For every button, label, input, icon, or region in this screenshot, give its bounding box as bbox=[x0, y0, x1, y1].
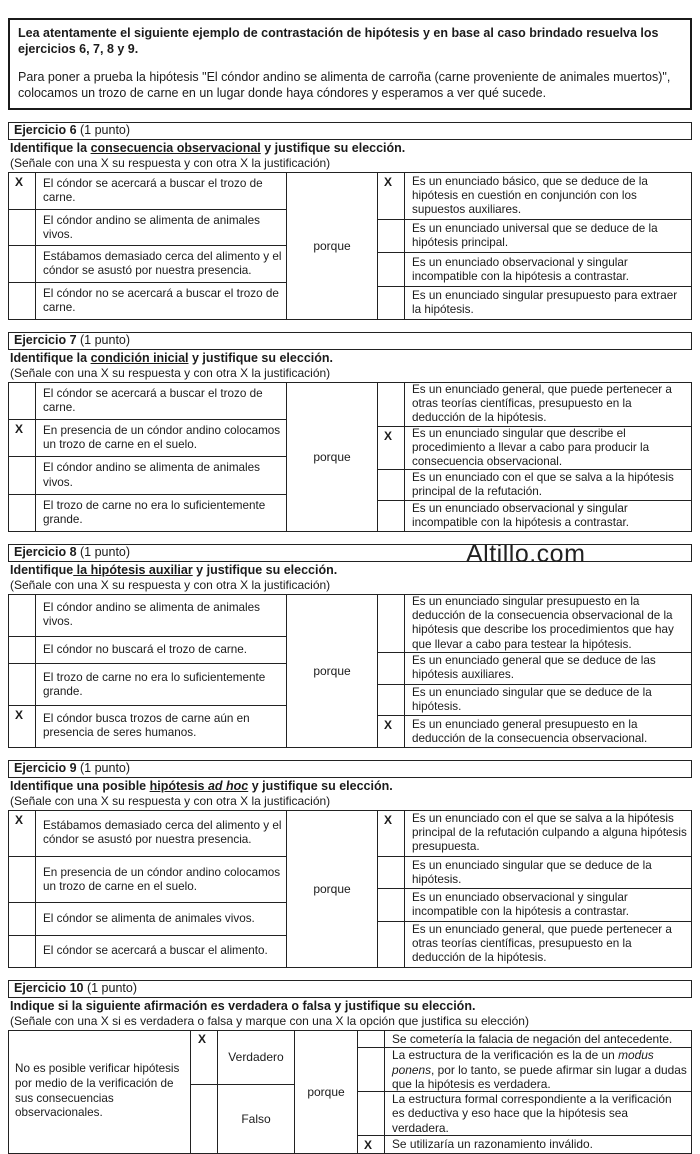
justification-mark-cell bbox=[358, 1031, 385, 1048]
answer-row bbox=[9, 663, 286, 705]
justification-row bbox=[378, 383, 691, 426]
justification-mark-cell bbox=[378, 889, 405, 920]
justification-row bbox=[378, 219, 691, 252]
answer-mark-cell: X bbox=[9, 811, 36, 856]
exercise-title: Ejercicio 6 bbox=[14, 123, 77, 137]
justification-row bbox=[378, 426, 691, 470]
justification-row bbox=[378, 173, 691, 219]
justification-row bbox=[378, 921, 691, 967]
justifications-column bbox=[378, 811, 691, 967]
exercise-7-title-bar bbox=[8, 332, 692, 350]
justification-text: Es un enunciado singular presupuesto en la deducción de la consecuencia observacional de la hipótesis que describe los procedimientos que hay que llevar a cabo para testear la hipótesis. bbox=[412, 595, 674, 651]
answer-mark-cell bbox=[9, 595, 36, 636]
answer-mark-cell bbox=[9, 283, 36, 319]
answer-row bbox=[9, 173, 286, 209]
intro-bold-text: Lea atentamente el siguiente ejemplo de contrastación de hipótesis y en base al caso brindado resuelva los ejercicios 6, 7, 8 y 9. bbox=[18, 26, 659, 56]
justification-text: Es un enunciado singular que describe el procedimiento a llevar a cabo para producir la consecuencia observacional. bbox=[412, 426, 650, 469]
answer-row bbox=[9, 282, 286, 319]
intro-body-text: Para poner a prueba la hipótesis "El cóndor andino se alimenta de carroña (carne proveniente de animales muertos)", colocamos un trozo de carne en un lugar donde haya cóndores y esperamos a ver qué sucede. bbox=[18, 70, 671, 100]
porque-cell: porque bbox=[286, 811, 378, 967]
justification-mark-cell: X bbox=[378, 427, 405, 470]
justification-row bbox=[358, 1047, 691, 1091]
porque-cell: porque bbox=[286, 595, 378, 747]
exercise-8-table bbox=[8, 594, 692, 748]
justification-row bbox=[378, 252, 691, 285]
justification-mark-cell: X bbox=[378, 716, 405, 747]
justification-row bbox=[378, 469, 691, 500]
justification-mark-cell bbox=[378, 922, 405, 967]
porque-cell: porque bbox=[294, 1031, 358, 1153]
porque-cell: porque bbox=[286, 173, 378, 319]
answer-row bbox=[9, 935, 286, 967]
answer-text: El cóndor se acercará a buscar el alimento. bbox=[43, 944, 268, 958]
answer-row bbox=[9, 705, 286, 747]
justification-text: Es un enunciado singular que se deduce de la hipótesis. bbox=[412, 685, 652, 713]
verdadero-mark-cell: X bbox=[191, 1031, 218, 1085]
falso-label: Falso bbox=[241, 1111, 271, 1126]
answer-row bbox=[9, 856, 286, 902]
justification-mark-cell: X bbox=[358, 1136, 385, 1153]
justification-mark-cell bbox=[378, 685, 405, 716]
exercise-title: Ejercicio 8 bbox=[14, 544, 77, 559]
justification-mark-cell bbox=[378, 470, 405, 500]
falso-mark-cell bbox=[191, 1085, 218, 1152]
answer-row bbox=[9, 209, 286, 246]
justification-text: Es un enunciado con el que se salva a la hipótesis principal de la refutación. bbox=[412, 471, 674, 499]
justification-row bbox=[358, 1031, 691, 1048]
exercise-10-instruction: Indique si la siguiente afirmación es verdadera o falsa y justifique su elección. bbox=[10, 998, 476, 1013]
answer-text: El cóndor no se acercará a buscar el trozo de carne. bbox=[43, 287, 279, 315]
justification-mark-cell bbox=[378, 653, 405, 684]
exercise-6-section bbox=[8, 122, 692, 320]
answer-mark-cell bbox=[9, 495, 36, 531]
justification-row bbox=[358, 1135, 691, 1153]
justification-row bbox=[378, 500, 691, 531]
answer-row bbox=[9, 811, 286, 856]
justification-row bbox=[378, 856, 691, 888]
justification-mark-cell bbox=[358, 1092, 385, 1135]
statement-cell: No es posible verificar hipótesis por medio de la verificación de sus consecuencias observacionales. bbox=[9, 1031, 191, 1153]
justification-text: Es un enunciado observacional y singular incompatible con la hipótesis a contrastar. bbox=[412, 255, 629, 283]
justifications-column bbox=[378, 595, 691, 747]
answer-mark-cell bbox=[9, 637, 36, 664]
exercise-7-instruction: Identifique la condición inicial y justifique su elección. bbox=[10, 350, 333, 365]
exercise-6-title-bar bbox=[8, 122, 692, 140]
answer-mark-cell bbox=[9, 457, 36, 493]
exercise-points: (1 punto) bbox=[83, 980, 138, 995]
verdadero-row bbox=[191, 1031, 294, 1085]
answer-text: El cóndor se alimenta de animales vivos. bbox=[43, 911, 255, 925]
justification-mark-cell bbox=[378, 253, 405, 285]
exercise-10-section bbox=[8, 980, 692, 1154]
answer-text: El cóndor se acercará a buscar el trozo de carne. bbox=[43, 176, 263, 204]
answer-mark-cell bbox=[9, 903, 36, 934]
justification-text: Es un enunciado general, que puede pertenecer a otras teorías científicas, presupuesto en la deducción de la hipótesis. bbox=[412, 383, 672, 425]
answer-mark-cell: X bbox=[9, 173, 36, 209]
answer-text: El cóndor andino se alimenta de animales vivos. bbox=[43, 213, 261, 241]
answer-mark-cell bbox=[9, 246, 36, 282]
answer-row bbox=[9, 245, 286, 282]
answer-row bbox=[9, 456, 286, 493]
exercise-6-table bbox=[8, 172, 692, 320]
exercise-10-table bbox=[8, 1030, 692, 1154]
answer-mark-cell: X bbox=[9, 706, 36, 747]
justification-mark-cell bbox=[378, 220, 405, 252]
justification-text: Es un enunciado observacional y singular incompatible con la hipótesis a contrastar. bbox=[412, 890, 629, 918]
exercise-8-title-bar bbox=[8, 544, 692, 562]
answers-column bbox=[9, 811, 286, 967]
justification-text: Es un enunciado general, que puede pertenecer a otras teorías científicas, presupuesto en la deducción de la hipótesis. bbox=[412, 923, 672, 965]
verdadero-label: Verdadero bbox=[228, 1050, 284, 1065]
answer-text: En presencia de un cóndor andino colocamos un trozo de carne en el suelo. bbox=[43, 424, 281, 452]
justification-mark-cell bbox=[358, 1048, 385, 1091]
answers-column bbox=[9, 383, 286, 531]
justification-text: Es un enunciado singular presupuesto para extraer la hipótesis. bbox=[412, 288, 678, 316]
answer-row bbox=[9, 419, 286, 456]
exercise-7-note: (Señale con una X su respuesta y con otra X la justificación) bbox=[10, 365, 331, 380]
answer-row bbox=[9, 383, 286, 419]
justification-mark-cell: X bbox=[378, 811, 405, 856]
answer-mark-cell bbox=[9, 664, 36, 705]
answers-column bbox=[9, 595, 286, 747]
justification-row bbox=[378, 684, 691, 716]
answer-text: Estábamos demasiado cerca del alimento y el cóndor se asustó por nuestra presencia. bbox=[43, 819, 282, 847]
exercise-6-note: (Señale con una X su respuesta y con otra X la justificación) bbox=[10, 155, 331, 170]
exercise-6-instruction: Identifique la consecuencia observacional y justifique su elección. bbox=[10, 141, 406, 155]
exercise-10-title-bar bbox=[8, 980, 692, 998]
answer-text: El cóndor no buscará el trozo de carne. bbox=[43, 642, 248, 656]
answer-mark-cell bbox=[9, 383, 36, 419]
exercise-9-title-bar bbox=[8, 760, 692, 778]
exercise-7-table bbox=[8, 382, 692, 532]
justification-mark-cell bbox=[378, 287, 405, 319]
justification-text: La estructura formal correspondiente a la verificación es deductiva y eso hace que la hipótesis sea verdadera. bbox=[392, 1092, 672, 1135]
justification-text: Se cometería la falacia de negación del antecedente. bbox=[392, 1031, 673, 1046]
justification-row bbox=[358, 1091, 691, 1135]
exercise-10-note: (Señale con una X si es verdadera o falsa y marque con una X la opción que justifica su elección) bbox=[10, 1013, 529, 1028]
answer-row bbox=[9, 636, 286, 664]
answers-column bbox=[9, 173, 286, 319]
exercise-8-note: (Señale con una X su respuesta y con otra X la justificación) bbox=[10, 577, 331, 592]
justification-text: Es un enunciado universal que se deduce de la hipótesis principal. bbox=[412, 222, 658, 250]
falso-row bbox=[191, 1084, 294, 1152]
exercise-points: (1 punto) bbox=[76, 544, 131, 559]
answer-text: El trozo de carne no era lo suficientemente grande. bbox=[43, 670, 266, 698]
answer-text: El cóndor se acercará a buscar el trozo de carne. bbox=[43, 386, 263, 414]
exercise-points: (1 punto) bbox=[76, 123, 131, 137]
answer-row bbox=[9, 595, 286, 636]
exercise-9-section bbox=[8, 760, 692, 968]
answer-text: El cóndor busca trozos de carne aún en presencia de seres humanos. bbox=[43, 712, 250, 740]
exercise-9-instruction: Identifique una posible hipótesis ad hoc y justifique su elección. bbox=[10, 778, 393, 793]
justification-text: Es un enunciado singular que se deduce de la hipótesis. bbox=[412, 858, 652, 886]
justification-mark-cell bbox=[378, 501, 405, 531]
exercise-points: (1 punto) bbox=[76, 760, 131, 775]
answer-text: En presencia de un cóndor andino colocamos un trozo de carne en el suelo. bbox=[43, 865, 281, 893]
exercise-9-table bbox=[8, 810, 692, 968]
exercise-9-note: (Señale con una X su respuesta y con otra X la justificación) bbox=[10, 793, 331, 808]
justifications-column bbox=[358, 1031, 691, 1153]
justifications-column bbox=[378, 173, 691, 319]
exercise-title: Ejercicio 7 bbox=[14, 332, 77, 347]
justification-row bbox=[378, 811, 691, 856]
exercise-7-section bbox=[8, 332, 692, 532]
justification-mark-cell bbox=[378, 595, 405, 652]
answer-text: El trozo de carne no era lo suficientemente grande. bbox=[43, 498, 266, 526]
porque-cell: porque bbox=[286, 383, 378, 531]
altillo-watermark: Altillo.com bbox=[466, 540, 586, 568]
answer-mark-cell bbox=[9, 857, 36, 902]
justification-row bbox=[378, 286, 691, 319]
answer-row bbox=[9, 494, 286, 531]
justification-text: Es un enunciado general que se deduce de las hipótesis auxiliares. bbox=[412, 654, 656, 682]
exercise-title: Ejercicio 9 bbox=[14, 760, 77, 775]
justification-text: Es un enunciado básico, que se deduce de la hipótesis en cuestión en conjunción con los supuestos auxiliares. bbox=[412, 175, 648, 217]
justification-text: Es un enunciado observacional y singular incompatible con la hipótesis a contrastar. bbox=[412, 501, 629, 530]
justification-row bbox=[378, 652, 691, 684]
justification-mark-cell bbox=[378, 857, 405, 888]
justification-text: Es un enunciado general presupuesto en la deducción de la consecuencia observacional. bbox=[412, 717, 648, 745]
answer-text: El cóndor andino se alimenta de animales vivos. bbox=[43, 461, 261, 489]
exercise-title: Ejercicio 10 bbox=[14, 980, 84, 995]
justification-text: La estructura de la verificación es la de un modus ponens, por lo tanto, se puede afirmar sin lugar a dudas que la hipótesis es verdadera. bbox=[392, 1048, 687, 1091]
answer-text: Estábamos demasiado cerca del alimento y el cóndor se asustó por nuestra presencia. bbox=[43, 250, 282, 278]
justification-row bbox=[378, 888, 691, 920]
exercise-8-section bbox=[8, 544, 692, 748]
answer-mark-cell: X bbox=[9, 420, 36, 456]
answer-row bbox=[9, 902, 286, 934]
answer-text: El cóndor andino se alimenta de animales vivos. bbox=[43, 601, 261, 629]
justification-row bbox=[378, 595, 691, 652]
exercise-points: (1 punto) bbox=[76, 332, 131, 347]
justification-mark-cell bbox=[378, 383, 405, 426]
intro-box bbox=[8, 18, 692, 110]
justification-row bbox=[378, 715, 691, 747]
exercise-8-instruction: Identifique la hipótesis auxiliar y justifique su elección. bbox=[10, 562, 338, 577]
true-false-column bbox=[191, 1031, 294, 1153]
answer-mark-cell bbox=[9, 936, 36, 967]
justifications-column bbox=[378, 383, 691, 531]
justification-text: Se utilizaría un razonamiento inválido. bbox=[392, 1137, 593, 1152]
justification-mark-cell: X bbox=[378, 173, 405, 219]
justification-text: Es un enunciado con el que se salva a la hipótesis principal de la refutación culpando a alguna hipótesis presupuesta. bbox=[412, 812, 687, 854]
answer-mark-cell bbox=[9, 210, 36, 246]
